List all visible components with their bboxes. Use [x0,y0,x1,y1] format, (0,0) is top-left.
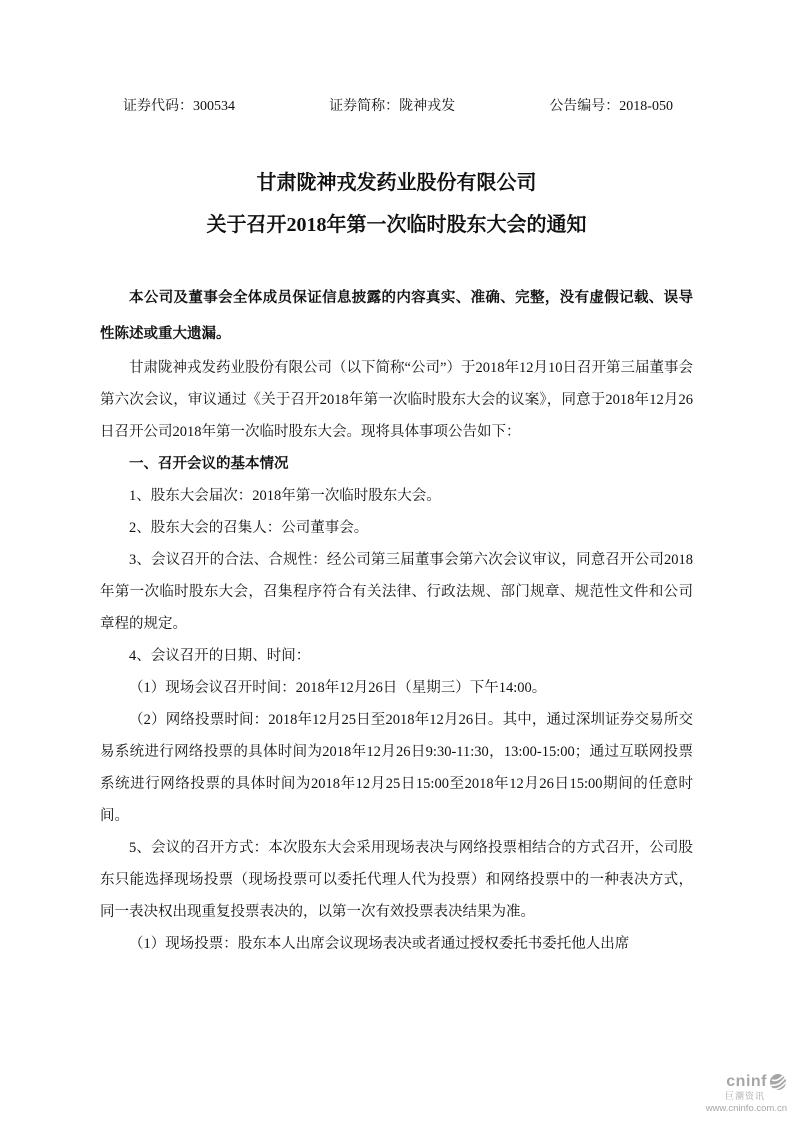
cninfo-logo-text: cninf [726,1072,767,1090]
document-header [123,98,673,116]
section-heading-basic-info: 一、召开会议的基本情况 [129,456,289,472]
list-item-meeting-method: 5、会议的召开方式：本次股东大会采用现场表决与网络投票相结合的方式召开，公司股东只能选择现场投票（现场投票可以委托代理人代为投票）和网络投票中的一种表决方式，同一表决权出现重复投票表决的，以第一次有效投票表决结果为准。 [100,840,693,920]
list-item-convener: 2、股东大会的召集人：公司董事会。 [129,520,369,536]
notice-subject-title-line: 关于召开2018年第一次临时股东大会的通知 [206,214,587,236]
list-item-date-time: 4、会议召开的日期、时间： [129,648,311,664]
announcement-number: 公告编号：2018-050 [549,99,673,114]
board-disclaimer-statement: 本公司及董事会全体成员保证信息披露的内容真实、准确、完整，没有虚假记载、误导性陈述或重大遗漏。 [100,290,693,342]
stock-short-name: 证券简称：陇神戎发 [329,99,456,114]
cninfo-website-url: www.cninfo.com.cn [705,1102,787,1114]
stock-code: 证券代码：300534 [123,99,235,114]
cninfo-logo-row [667,1073,787,1091]
list-item-meeting-session: 1、股东大会届次：2018年第一次临时股东大会。 [129,488,441,504]
list-item-online-voting-time: （2）网络投票时间：2018年12月25日至2018年12月26日。其中，通过深圳证券交易所交易系统进行网络投票的具体时间为2018年12月26日9:30-11:30，13:00-15:00；通过互联网投票系统进行网络投票的具体时间为2018年12月25日15:00至2018年12月26日15:00期间的任意时间。 [100,712,693,824]
cninfo-swirl-icon [769,1073,787,1091]
document-title [0,162,793,246]
list-item-onsite-time: （1）现场会议召开时间：2018年12月26日（星期三）下午14:00。 [129,680,547,696]
list-item-legality: 3、会议召开的合法、合规性：经公司第三届董事会第六次会议审议，同意召开公司2018年第一次临时股东大会，召集程序符合有关法律、行政法规、部门规章、规范性文件和公司章程的规定。 [100,552,693,632]
cninfo-watermark [667,1073,787,1114]
cninfo-chinese-name: 巨潮资讯 [724,1090,765,1101]
list-item-onsite-voting: （1）现场投票：股东本人出席会议现场表决或者通过授权委托书委托他人出席 [129,936,630,952]
company-name-title-line: 甘肃陇神戎发药业股份有限公司 [256,172,537,194]
document-body [100,352,693,960]
intro-paragraph: 甘肃陇神戎发药业股份有限公司（以下简称“公司”）于2018年12月10日召开第三届董事会第六次会议，审议通过《关于召开2018年第一次临时股东大会的议案》，同意于2018年12月26日召开公司2018年第一次临时股东大会。现将具体事项公告如下： [100,360,693,440]
